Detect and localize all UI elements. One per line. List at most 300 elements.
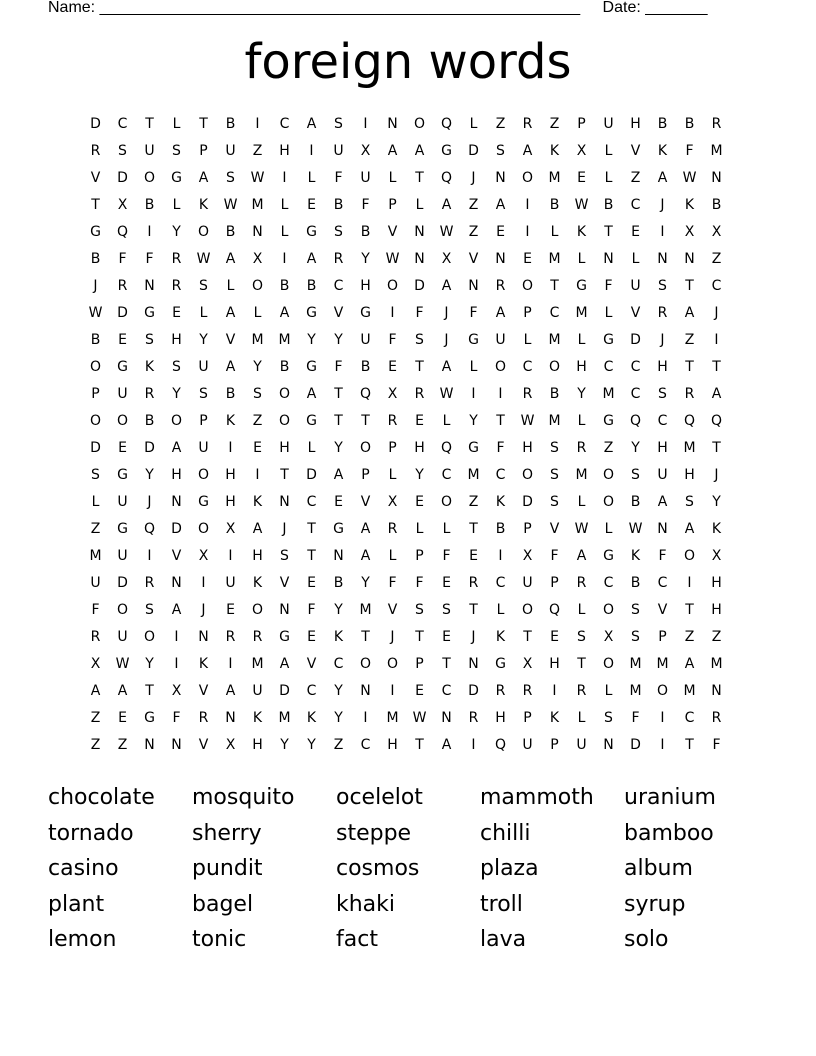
grid-row [82,624,730,651]
grid-letter: U [144,143,155,159]
grid-letter: C [684,710,695,726]
grid-letter: U [360,332,371,348]
grid-letter: M [89,548,102,564]
grid-letter: Z [603,440,614,456]
grid-letter: K [630,548,641,564]
grid-letter: T [685,602,694,618]
grid-letter: T [145,683,154,699]
grid-letter: O [602,494,615,510]
grid-letter: Z [468,224,479,240]
grid-letter: R [117,278,128,294]
grid-letter: T [712,440,721,456]
word-bank-item: cosmos [336,856,420,881]
grid-letter: M [656,656,669,672]
grid-row [82,435,730,462]
grid-letter: N [279,602,290,618]
grid-letter: P [523,305,532,321]
grid-letter: A [684,305,695,321]
grid-letter: Y [631,440,640,456]
grid-letter: O [170,413,183,429]
grid-letter: F [334,359,343,375]
grid-letter: N [414,251,425,267]
grid-letter: B [225,116,236,132]
grid-letter: F [334,170,343,186]
grid-letter: V [90,170,101,186]
word-bank-item: solo [624,927,669,952]
grid-letter: X [576,143,587,159]
grid-letter: R [90,629,101,645]
grid-letter: W [439,224,454,240]
grid-letter: I [228,440,233,456]
grid-letter: N [225,710,236,726]
grid-letter: U [225,143,236,159]
grid-letter: C [333,656,344,672]
grid-letter: R [252,629,263,645]
grid-letter: D [306,467,317,483]
grid-letter: M [548,251,561,267]
grid-letter: O [521,170,534,186]
grid-letter: J [660,197,665,213]
grid-letter: S [334,224,343,240]
grid-letter: I [174,656,179,672]
grid-letter: R [711,116,722,132]
word-bank-item: casino [48,856,119,881]
grid-letter: Y [469,413,478,429]
grid-letter: X [387,494,398,510]
grid-letter: C [441,683,452,699]
grid-letter: H [225,467,236,483]
grid-letter: N [414,224,425,240]
grid-letter: S [496,143,505,159]
grid-letter: H [360,278,371,294]
grid-letter: B [279,359,290,375]
grid-letter: V [549,521,560,537]
grid-letter: G [468,440,479,456]
grid-letter: N [711,683,722,699]
grid-letter: Y [307,332,316,348]
word-bank-item: chilli [480,820,531,846]
grid-letter: C [306,494,317,510]
grid-letter: W [574,521,589,537]
grid-letter: H [225,494,236,510]
grid-letter: K [252,575,263,591]
grid-letter: Z [711,251,722,267]
grid-letter: H [684,467,695,483]
grid-letter: G [360,305,371,321]
grid-letter: W [88,305,103,321]
grid-letter: A [306,386,317,402]
grid-letter: O [602,602,615,618]
grid-letter: S [145,332,154,348]
grid-letter: B [90,332,101,348]
grid-letter: B [360,359,371,375]
grid-letter: W [574,197,589,213]
grid-letter: G [603,332,614,348]
grid-letter: I [309,143,314,159]
grid-letter: P [523,710,532,726]
grid-letter: T [685,359,694,375]
grid-letter: C [711,278,722,294]
grid-letter: P [577,116,586,132]
grid-letter: I [525,197,530,213]
grid-letter: E [415,683,424,699]
grid-letter: U [495,332,506,348]
grid-letter: U [630,278,641,294]
grid-letter: X [711,224,722,240]
grid-letter: N [144,278,155,294]
grid-letter: E [415,413,424,429]
grid-letter: A [225,251,236,267]
grid-letter: N [711,170,722,186]
grid-letter: E [388,359,397,375]
date-field-label: Date: _______ [602,0,708,16]
grid-letter: P [388,197,397,213]
grid-letter: H [495,710,506,726]
grid-letter: M [359,602,372,618]
grid-letter: Z [468,197,479,213]
grid-letter: G [144,305,155,321]
grid-letter: Q [710,413,723,429]
grid-letter: V [630,305,641,321]
grid-row [82,111,730,138]
grid-letter: V [198,683,209,699]
grid-letter: C [522,359,533,375]
grid-letter: L [577,413,586,429]
grid-letter: S [280,548,289,564]
grid-letter: I [201,575,206,591]
grid-letter: M [629,683,642,699]
grid-letter: F [442,548,451,564]
grid-letter: F [388,575,397,591]
grid-letter: I [471,386,476,402]
grid-letter: N [198,629,209,645]
grid-letter: O [359,656,372,672]
grid-letter: B [684,116,695,132]
grid-letter: P [550,575,559,591]
grid-letter: S [550,494,559,510]
grid-letter: D [144,440,155,456]
grid-letter: L [577,494,586,510]
grid-letter: S [226,170,235,186]
grid-letter: L [307,170,316,186]
grid-letter: R [711,710,722,726]
grid-letter: E [226,602,235,618]
grid-letter: M [683,440,696,456]
grid-letter: N [279,494,290,510]
grid-letter: A [171,440,182,456]
grid-letter: O [278,386,291,402]
grid-letter: B [333,575,344,591]
grid-letter: T [685,737,694,753]
grid-letter: F [496,440,505,456]
grid-letter: A [279,656,290,672]
grid-letter: U [198,440,209,456]
grid-letter: G [171,170,182,186]
grid-letter: Z [711,629,722,645]
grid-letter: H [576,359,587,375]
grid-letter: S [550,467,559,483]
grid-letter: L [280,224,289,240]
grid-letter: L [604,170,613,186]
grid-letter: Z [252,143,263,159]
grid-letter: E [523,251,532,267]
grid-letter: Z [549,116,560,132]
grid-letter: A [441,359,452,375]
grid-letter: T [280,467,289,483]
grid-letter: X [387,386,398,402]
grid-letter: K [198,197,209,213]
grid-letter: O [602,467,615,483]
grid-letter: S [172,359,181,375]
grid-letter: F [172,710,181,726]
grid-letter: G [117,359,128,375]
grid-letter: F [604,278,613,294]
grid-letter: X [252,251,263,267]
grid-letter: X [171,683,182,699]
grid-letter: L [388,548,397,564]
grid-letter: P [361,467,370,483]
grid-letter: U [522,575,533,591]
grid-letter: N [603,737,614,753]
grid-letter: V [387,602,398,618]
grid-letter: D [90,440,101,456]
grid-letter: A [441,737,452,753]
grid-letter: G [144,710,155,726]
grid-letter: Z [117,737,128,753]
grid-letter: D [279,683,290,699]
grid-letter: Q [440,440,453,456]
grid-letter: T [145,116,154,132]
grid-letter: J [201,602,206,618]
grid-letter: C [333,278,344,294]
grid-letter: L [577,710,586,726]
grid-letter: L [469,116,478,132]
grid-letter: N [468,278,479,294]
grid-letter: R [657,305,668,321]
grid-letter: D [117,170,128,186]
grid-letter: R [576,683,587,699]
grid-letter: W [412,710,427,726]
grid-letter: G [468,332,479,348]
grid-row [82,354,730,381]
grid-letter: X [117,197,128,213]
grid-row [82,219,730,246]
grid-letter: A [225,359,236,375]
grid-letter: Y [334,602,343,618]
grid-letter: S [199,278,208,294]
grid-letter: G [603,413,614,429]
grid-letter: S [172,143,181,159]
grid-letter: O [197,224,210,240]
grid-letter: D [522,494,533,510]
grid-letter: L [631,251,640,267]
grid-letter: Y [361,251,370,267]
word-bank-item: tornado [48,820,134,846]
grid-letter: Q [629,413,642,429]
grid-letter: C [603,359,614,375]
grid-letter: Q [440,116,453,132]
word-bank-item: lava [480,927,527,952]
grid-letter: T [469,602,478,618]
grid-letter: L [199,305,208,321]
grid-letter: D [414,278,425,294]
word-bank [48,780,768,958]
grid-letter: Q [359,386,372,402]
grid-letter: V [333,305,344,321]
grid-letter: K [549,143,560,159]
grid-letter: B [630,494,641,510]
word-bank-item: plant [48,891,105,917]
grid-letter: K [225,413,236,429]
grid-letter: U [117,386,128,402]
grid-letter: J [147,494,152,510]
grid-letter: L [442,413,451,429]
grid-letter: A [306,251,317,267]
word-bank-item: sherry [192,820,262,846]
grid-letter: O [359,440,372,456]
grid-letter: A [495,197,506,213]
grid-letter: L [604,521,613,537]
grid-letter: O [89,413,102,429]
grid-letter: L [415,197,424,213]
grid-letter: E [172,305,181,321]
grid-letter: C [657,413,668,429]
grid-letter: O [521,467,534,483]
grid-letter: Y [253,359,262,375]
grid-letter: G [441,143,452,159]
grid-letter: K [306,710,317,726]
grid-letter: Q [116,224,129,240]
grid-letter: A [576,548,587,564]
grid-letter: F [307,602,316,618]
grid-letter: O [116,413,129,429]
grid-letter: G [117,467,128,483]
grid-letter: F [91,602,100,618]
grid-letter: O [143,170,156,186]
grid-letter: V [468,251,479,267]
grid-letter: T [361,629,370,645]
grid-letter: B [144,197,155,213]
grid-letter: Y [334,440,343,456]
grid-letter: S [334,116,343,132]
grid-letter: F [685,143,694,159]
grid-letter: A [684,656,695,672]
grid-letter: K [657,143,668,159]
grid-letter: I [228,548,233,564]
grid-letter: U [657,467,668,483]
grid-letter: W [223,197,238,213]
grid-letter: O [197,467,210,483]
grid-letter: L [388,170,397,186]
grid-letter: R [90,143,101,159]
grid-letter: R [468,575,479,591]
grid-letter: I [363,116,368,132]
grid-letter: B [225,386,236,402]
grid-letter: O [386,656,399,672]
grid-letter: B [549,197,560,213]
grid-letter: A [90,683,101,699]
grid-letter: A [306,116,317,132]
grid-letter: P [415,656,424,672]
grid-letter: O [197,521,210,537]
grid-letter: K [495,629,506,645]
grid-letter: Z [495,116,506,132]
grid-letter: R [576,440,587,456]
grid-letter: I [660,737,665,753]
grid-letter: X [90,656,101,672]
grid-letter: M [548,170,561,186]
grid-letter: U [252,683,263,699]
grid-letter: A [252,521,263,537]
grid-letter: C [117,116,128,132]
grid-letter: F [388,332,397,348]
grid-letter: H [252,737,263,753]
grid-letter: B [603,197,614,213]
grid-letter: G [495,656,506,672]
grid-letter: M [575,305,588,321]
grid-letter: I [714,332,719,348]
grid-letter: O [89,359,102,375]
grid-letter: H [657,359,668,375]
grid-letter: L [91,494,100,510]
grid-letter: O [386,278,399,294]
grid-letter: W [196,251,211,267]
grid-letter: I [471,737,476,753]
grid-letter: Z [90,521,101,537]
grid-letter: I [147,548,152,564]
grid-letter: W [682,170,697,186]
grid-letter: C [549,305,560,321]
grid-letter: E [118,332,127,348]
grid-letter: R [387,521,398,537]
grid-letter: L [604,143,613,159]
grid-letter: S [604,710,613,726]
grid-letter: N [468,656,479,672]
grid-letter: N [333,548,344,564]
grid-letter: G [306,359,317,375]
grid-letter: G [603,548,614,564]
grid-letter: K [333,629,344,645]
grid-letter: I [363,710,368,726]
grid-letter: T [442,656,451,672]
grid-letter: R [171,251,182,267]
grid-row [82,192,730,219]
grid-letter: X [225,737,236,753]
grid-letter: J [714,467,719,483]
grid-letter: V [225,332,236,348]
grid-letter: H [252,548,263,564]
grid-letter: U [603,116,614,132]
grid-letter: Y [172,386,181,402]
grid-letter: Q [143,521,156,537]
grid-letter: Z [90,710,101,726]
grid-letter: J [93,278,98,294]
grid-letter: H [279,143,290,159]
grid-letter: B [333,197,344,213]
grid-letter: T [685,278,694,294]
grid-letter: D [630,332,641,348]
grid-letter: B [495,521,506,537]
grid-letter: O [602,656,615,672]
grid-letter: N [684,251,695,267]
grid-letter: X [198,548,209,564]
grid-letter: S [415,332,424,348]
grid-letter: V [387,224,398,240]
grid-letter: L [496,602,505,618]
grid-letter: U [90,575,101,591]
grid-row [82,516,730,543]
grid-letter: R [684,386,695,402]
